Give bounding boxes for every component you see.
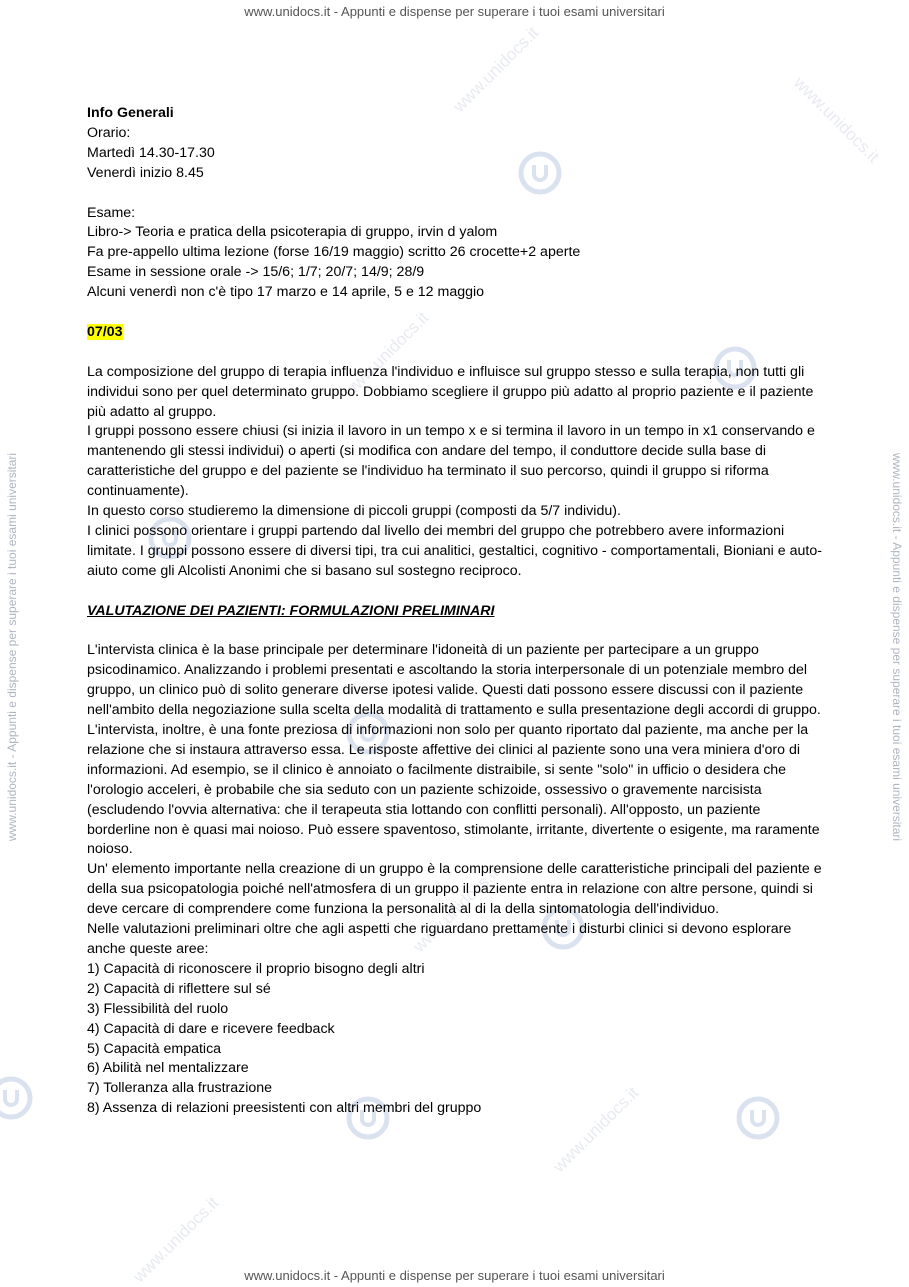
lesson-paragraph: I clinici possono orientare i gruppi partendo dal livello dei membri del gruppo che potrebbero avere informazioni limitate. I gruppi possono essere di diversi tipi, tra cui analitici, gestaltici, cognitivo - comportamentali, Bioniani e auto-aiuto come gli Alcolisti Anonimi che si basano sul sostegno reciproco. (87, 522, 822, 579)
list-item: 8) Assenza di relazioni preesistenti con altri membri del gruppo (87, 1100, 482, 1117)
orario-venerdi: Venerdì inizio 8.45 (87, 164, 204, 181)
lesson-paragraph: In questo corso studieremo la dimensione di piccoli gruppi (composti da 5/7 individu). (87, 503, 621, 520)
esame-venerdi-no: Alcuni venerdì non c'è tipo 17 marzo e 14 aprile, 5 e 12 maggio (87, 284, 485, 301)
esame-preappello: Fa pre-appello ultima lezione (forse 16/19 maggio) scritto 26 crocette+2 aperte (87, 244, 581, 261)
diagonal-watermark: www.unidocs.it (339, 308, 433, 402)
esame-orale: Esame in sessione orale -> 15/6; 1/7; 20/7; 14/9; 28/9 (87, 264, 425, 281)
lesson-paragraph: La composizione del gruppo di terapia influenza l'individuo e influisce sul gruppo stesso e sulla terapia, non tutti gli individui sono per quel determinato gruppo. Dobbiamo scegliere il gruppo più adatto al proprio paziente e il paziente più adatto al gruppo. (87, 363, 814, 420)
esame-label: Esame: (87, 204, 136, 221)
lesson-date: 07/03 (87, 323, 123, 340)
orario-martedi: Martedì 14.30-17.30 (87, 144, 215, 161)
diagonal-watermark: www.unidocs.it (449, 23, 543, 117)
esame-libro: Libro-> Teoria e pratica della psicoterapia di gruppo, irvin d yalom (87, 224, 498, 241)
side-watermark-left: www.unidocs.it - Appunti e dispense per superare i tuoi esami universitari (5, 452, 19, 842)
side-watermark-right: www.unidocs.it - Appunti e dispense per superare i tuoi esami universitari (890, 452, 904, 842)
list-item: 4) Capacità di dare e ricevere feedback (87, 1020, 335, 1037)
valutazione-paragraph: L'intervista clinica è la base principale per determinare l'idoneità di un paziente per partecipare a un gruppo psicodinamico. Analizzando i problemi presentati e ascoltando la storia interpersonale di un potenziale membro del gruppo, un clinico può di solito generare diverse ipotesi valide. Questi dati possono essere discussi con il paziente nell'ambito della negoziazione sulla scelta della modalità di trattamento e sulla presentazione degli accordi di gruppo. L'intervista, inoltre, è una fonte preziosa di informazioni non solo per quanto riportato dal paziente, ma anche per la relazione che si instaura attraverso essa. Le risposte affettive dei clinici al paziente sono una vera miniera d'oro di informazioni. Ad esempio, se il clinico è annoiato o facilmente distraibile, si sente "solo" in ufficio o desidera che l'orologio acceleri, è probabile che sia seduto con un paziente schizoide, ossessivo o gravemente narcisista (escludendo l'ovvia alternativa: che il terapeuta stia lottando con conflitti personali). All'opposto, un paziente borderline non è quasi mai noioso. Può essere spaventoso, stimolante, irritante, divertente o esigente, ma raramente noioso. (87, 642, 821, 858)
footer-watermark: www.unidocs.it - Appunti e dispense per superare i tuoi esami universitari (244, 1268, 665, 1283)
list-item: 6) Abilità nel mentalizzare (87, 1060, 249, 1077)
list-item: 1) Capacità di riconoscere il proprio bisogno degli altri (87, 960, 425, 977)
lesson-paragraph: I gruppi possono essere chiusi (si inizia il lavoro in un tempo x e si termina il lavoro in un tempo in x1 conservando e mantenendo gli stessi individui) o aperti (si modifica con andare del tempo, il conduttore decide sulla base di caratteristiche del gruppo e del paziente se l'individuo ha terminato il suo percorso, quindi il gruppo si riforma continuamente). (87, 423, 815, 500)
valutazione-paragraph: Un' elemento importante nella creazione di un gruppo è la comprensione delle caratteristiche principali del paziente e della sua psicopatologia poiché nell'atmosfera di un gruppo il paziente entra in relazione con altre persone, quindi si deve cercare di comprendere come funziona la personalità al di la della sintomatologia dell'individuo. (87, 861, 822, 918)
list-item: 3) Flessibilità del ruolo (87, 1000, 229, 1017)
orario-label: Orario: (87, 124, 131, 141)
info-heading: Info Generali (87, 105, 174, 121)
valutazione-paragraph: Nelle valutazioni preliminari oltre che agli aspetti che riguardano prettamente i disturbi clinici si devono esplorare anche queste aree: (87, 921, 792, 957)
document-body (87, 104, 827, 1119)
list-item: 7) Tolleranza alla frustrazione (87, 1080, 273, 1097)
list-item: 5) Capacità empatica (87, 1040, 222, 1057)
diagonal-watermark: www.unidocs.it (549, 1083, 643, 1177)
section-title: VALUTAZIONE DEI PAZIENTI: FORMULAZIONI PRELIMINARI (87, 602, 495, 619)
diagonal-watermark: www.unidocs.it (409, 863, 503, 957)
unidocs-logo-icon (0, 1075, 34, 1121)
diagonal-watermark: www.unidocs.it (790, 73, 884, 167)
list-item: 2) Capacità di riflettere sul sé (87, 980, 271, 997)
header-watermark: www.unidocs.it - Appunti e dispense per superare i tuoi esami universitari (244, 4, 665, 19)
diagonal-watermark: www.unidocs.it (129, 1193, 223, 1287)
